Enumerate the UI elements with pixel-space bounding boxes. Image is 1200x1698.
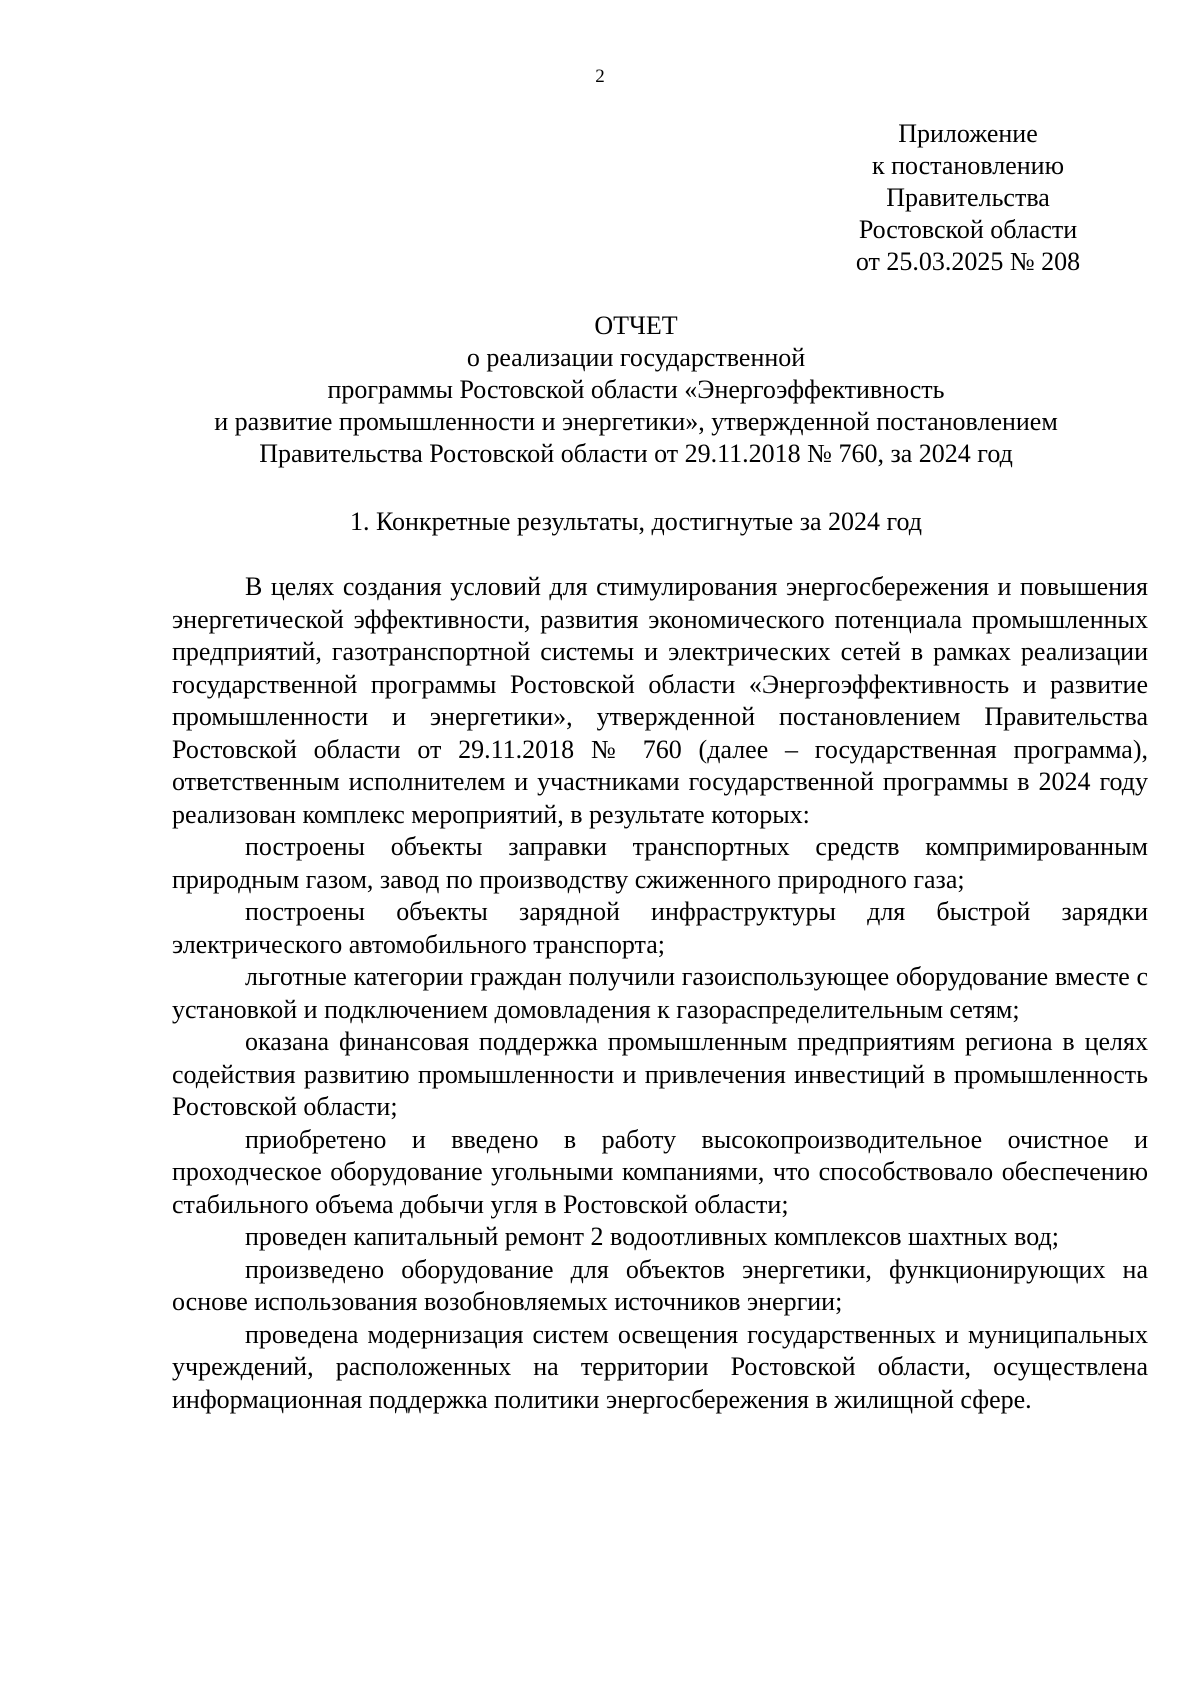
appendix-line: Правительства [886,183,1050,212]
paragraph: произведено оборудование для объектов энергетики, функционирующих на основе использования возобновляемых источников энергии; [172,1254,1148,1316]
title-line: о реализации государственной [466,343,806,372]
appendix-line: Приложение [898,119,1038,148]
paragraph: построены объекты заправки транспортных средств компримированным природным газом, завод по производству сжиженного природного газа; [172,832,1148,894]
title-heading: ОТЧЕТ [594,311,678,340]
paragraph: проведен капитальный ремонт 2 водоотливных комплексов шахтных вод; [245,1222,1059,1251]
document-title [150,310,1122,470]
appendix-line: к постановлению [871,151,1065,180]
section-heading: 1. Конкретные результаты, достигнутые за 2024 год [349,507,923,536]
appendix-line: от 25.03.2025 № 208 [855,247,1081,276]
paragraph: оказана финансовая поддержка промышленным предприятиям региона в целях содействия развитию промышленности и привлечения инвестиций в промышленность Ростовской области; [172,1027,1148,1121]
section-body [172,571,1148,1416]
paragraph: приобретено и введено в работу высокопроизводительное очистное и проходческое оборудование угольными компаниями, что способствовало обеспечению стабильного объема добычи угля в Ростовской области; [172,1124,1148,1219]
page-number: 2 [595,66,605,87]
title-line: программы Ростовской области «Энергоэффективность [327,375,945,404]
title-line: и развитие промышленности и энергетики», утвержденной постановлением [214,407,1058,436]
appendix-stamp [818,118,1118,278]
paragraph: льготные категории граждан получили газоиспользующее оборудование вместе с установкой и подключением домовладения к газораспределительным сетям; [172,962,1148,1024]
appendix-line: Ростовской области [858,215,1078,244]
paragraph: построены объекты зарядной инфраструктуры для быстрой зарядки электрического автомобильного транспорта; [172,897,1148,959]
paragraph: В целях создания условий для стимулирования энергосбережения и повышения энергетической эффективности, развития экономического потенциала промышленных предприятий, газотранспортной системы и электрических сетей в рамках реализации государственной программы Ростовской области «Энергоэффективность и развитие промышленности и энергетики», утвержденной постановлением Правительства Ростовской области от 29.11.2018 № 760 (далее – государственная программа), ответственным исполнителем и участниками государственной программы в 2024 году реализован комплекс мероприятий, в результате которых: [172,572,1148,829]
title-line: Правительства Ростовской области от 29.11.2018 № 760, за 2024 год [259,439,1013,468]
paragraph: проведена модернизация систем освещения государственных и муниципальных учреждений, расположенных на территории Ростовской области, осуществлена информационная поддержка политики энергосбережения в жилищной сфере. [172,1319,1148,1414]
